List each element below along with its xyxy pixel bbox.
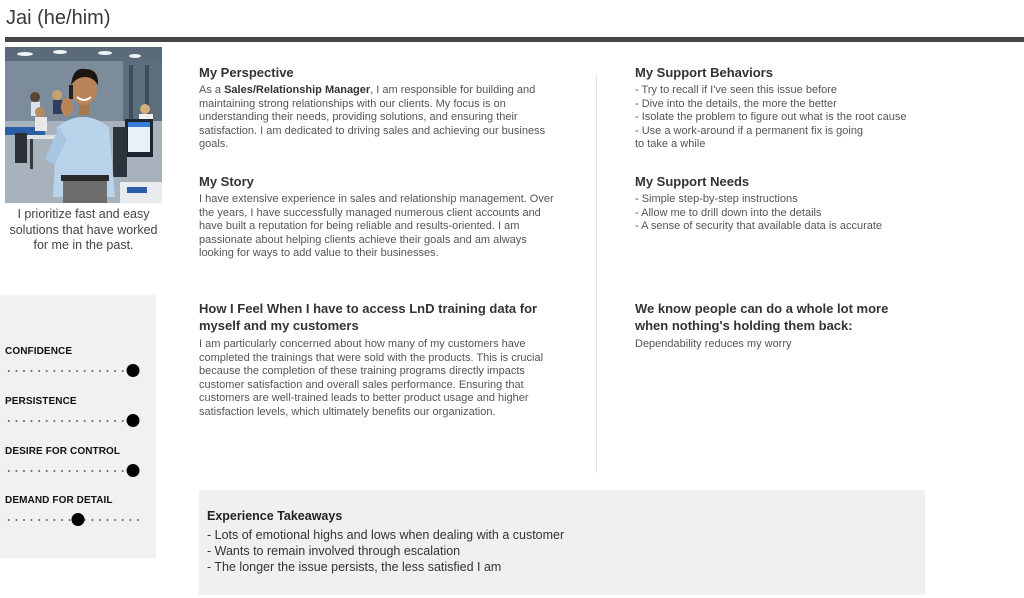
trait-confidence — [5, 346, 145, 378]
perspective-text — [199, 84, 564, 152]
takeaway-item: - Lots of emotional highs and lows when dealing with a customer — [207, 528, 565, 542]
takeaway-item: - Wants to remain involved through escalation — [207, 544, 461, 558]
support-behaviors-heading: My Support Behaviors — [635, 65, 773, 80]
trait-slider — [5, 364, 141, 378]
feel-section — [199, 300, 564, 420]
trait-knob — [127, 464, 140, 477]
trait-knob — [127, 414, 140, 427]
trait-dotted-track — [5, 420, 141, 422]
story-text: I have extensive experience in sales and relationship management. Over the years, I have successfully managed numerous client accounts and have built a reputation for being reliable and results-oriented. I am passionate about helping clients achieve their goals and am always looking for ways to add value to their businesses. — [199, 193, 554, 260]
story-heading: My Story — [199, 174, 254, 189]
persona-photo-illustration — [5, 47, 162, 203]
trait-knob — [127, 364, 140, 377]
trait-dotted-track — [5, 370, 141, 372]
trait-label: PERSISTENCE — [5, 396, 77, 407]
trait-slider — [5, 513, 141, 527]
trait-persistence — [5, 396, 145, 428]
support-behavior-item: - Dive into the details, the more the better — [635, 97, 837, 110]
support-behavior-item: - Try to recall if I've seen this issue before — [635, 84, 838, 96]
support-behavior-item: - Use a work-around if a permanent fix is going — [635, 124, 864, 137]
perspective-heading: My Perspective — [199, 65, 294, 80]
persona-photo — [5, 47, 162, 203]
support-needs-heading: My Support Needs — [635, 174, 750, 189]
trait-desire-for-control — [5, 446, 145, 478]
holding-back-section — [635, 300, 920, 352]
support-need-item: - A sense of security that available data is accurate — [635, 220, 883, 233]
perspective-section — [199, 65, 564, 152]
trait-knob — [72, 513, 85, 526]
trait-slider — [5, 464, 141, 478]
title-divider-bar — [5, 37, 1024, 42]
support-behavior-item: - Isolate the problem to figure out what is the root cause — [635, 111, 907, 124]
persona-title: Jai (he/him) — [6, 7, 111, 29]
trait-dotted-track — [5, 470, 141, 472]
trait-label: CONFIDENCE — [5, 346, 73, 357]
support-behavior-item: to take a while — [635, 138, 706, 151]
trait-demand-for-detail — [5, 495, 145, 527]
column-divider — [596, 75, 597, 473]
takeaway-item: - The longer the issue persists, the less satisfied I am — [207, 560, 502, 574]
trait-label: DESIRE FOR CONTROL — [5, 446, 121, 457]
perspective-text-prefix: As a — [199, 84, 225, 96]
experience-takeaways-panel — [199, 490, 925, 595]
support-needs-section — [635, 174, 935, 234]
story-section — [199, 174, 564, 261]
takeaways-heading: Experience Takeaways — [207, 509, 343, 523]
holding-back-heading: We know people can do a whole lot more when nothing's holding them back: — [635, 301, 889, 333]
trait-label: DEMAND FOR DETAIL — [5, 495, 113, 506]
perspective-text-suffix: , I am responsible for building and maintaining strong relationships with our clients. My focus is on understanding their needs, providing solutions, and ensuring their satisfaction. I am dedicated to driving sales and achieving our business goals. — [199, 84, 546, 151]
support-need-item: - Allow me to drill down into the details — [635, 206, 822, 219]
support-behaviors-section — [635, 65, 935, 152]
perspective-role: Sales/Relationship Manager — [224, 84, 371, 96]
holding-back-text: Dependability reduces my worry — [635, 338, 792, 350]
traits-panel — [0, 295, 156, 558]
feel-text: I am particularly concerned about how many of my customers have completed the trainings that were sold with the products. This is crucial because the completion of these training programs directly impacts customer satisfaction and overall sales performance. Ensuring that customers are well-trained leads to better product usage and higher satisfaction levels, which ultimately benefits our organization. — [199, 338, 544, 418]
trait-slider — [5, 414, 141, 428]
support-need-item: - Simple step-by-step instructions — [635, 193, 798, 205]
persona-quote: I prioritize fast and easy solutions that have worked for me in the past. — [9, 207, 158, 252]
feel-heading: How I Feel When I have to access LnD training data for myself and my customers — [199, 301, 538, 333]
